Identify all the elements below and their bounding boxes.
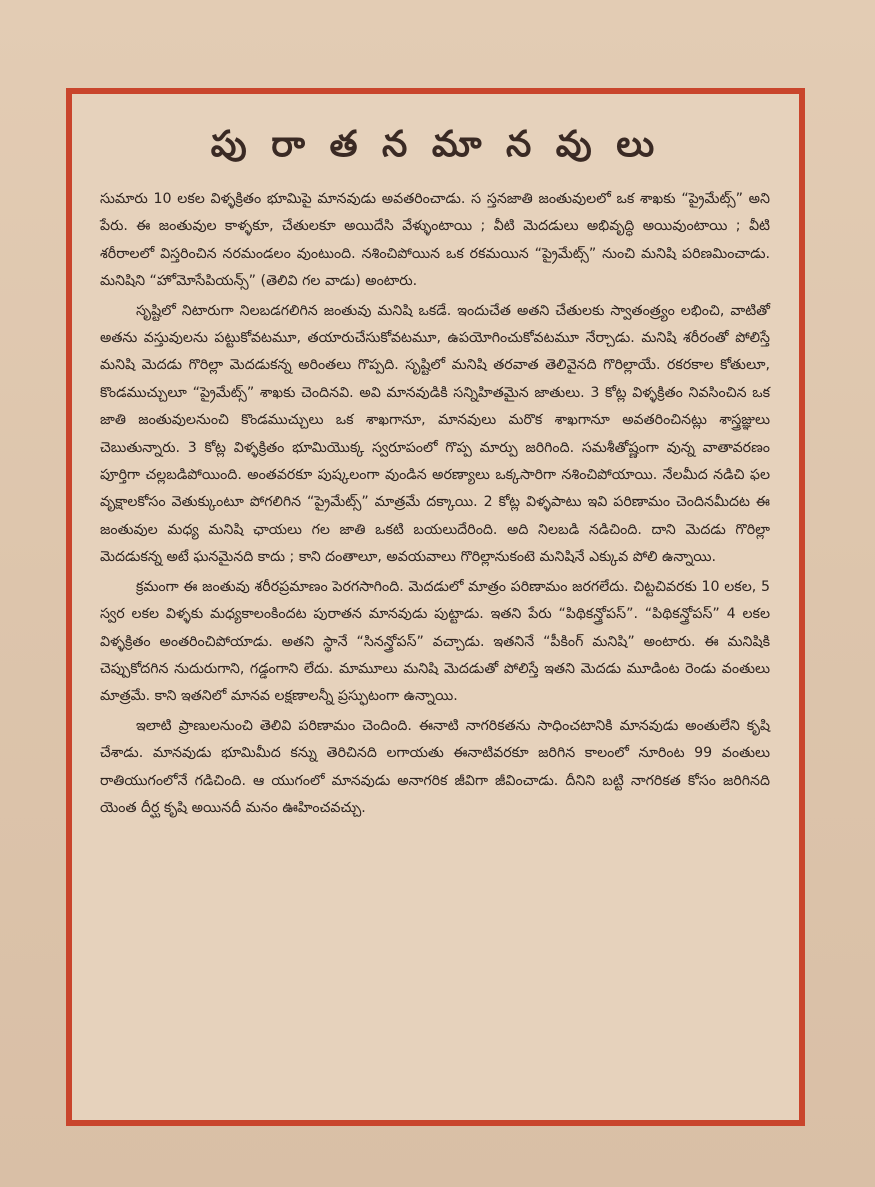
paragraph-2: సృష్టిలో నిటారుగా నిలబడగలిగిన జంతువు మనిషి ఒకడే. ఇందుచేత అతని చేతులకు స్వాతంత్ర్యం లభించి, వాటితో అతను వస్తువులను పట్టుకోవటమూ, తయారుచేసుకోవటమూ, ఉపయోగించుకోవటమూ నేర్చాడు. మనిషి శరీరంతో పోలిస్తే మనిషి మెదడు గొరిల్లా మెదడుకన్న అరింతలు గొప్పది. సృష్టిలో మనిషి తరవాత తెలివైనది గొరిల్లాయే. రకరకాల కోతులూ, కొండముచ్చులూ “ప్రైమేట్స్” శాఖకు చెందినవి. అవి మానవుడికి సన్నిహితమైన జాతులు. 3 కోట్ల విళ్ళక్రితం నివసించిన ఒక జాతి జంతువులనుంచి కొండముచ్చులు ఒక శాఖగానూ, మానవులు మరొక శాఖగానూ అవతరించినట్లు శాస్త్రజ్ఞులు చెబుతున్నారు. 3 కోట్ల విళ్ళక్రితం భూమియొక్క స్వరూపంలో గొప్ప మార్పు జరిగింది. సమశీతోష్ణంగా వున్న వాతావరణం పూర్తిగా చల్లబడిపోయింది. అంతవరకూ పుష్కలంగా వుండిన అరణ్యాలు ఒక్కసారిగా నశించిపోయాయి. నేలమీద నడిచి ఫల వృక్షాలకోసం వెతుక్కుంటూ పోగలిగిన “ప్రైమేట్స్” మాత్రమే దక్కాయి. 2 కోట్ల విళ్ళపాటు ఇవి పరిణామం చెందినమీదట ఈ జంతువుల మధ్య మనిషి ఛాయలు గల జాతి ఒకటి బయలుదేరింది. అది నిలబడి నడిచింది. దాని మెదడు గొరిల్లా మెదడుకన్న అటే ఘనమైనది కాదు ; కాని దంతాలూ, అవయవాలు గొరిల్లానుకంటె మనిషినే ఎక్కువ పోలి ఉన్నాయి. — [100, 302, 770, 566]
page-border-frame — [66, 88, 805, 1126]
page-title: పు రా త న మా న వు లు — [210, 124, 661, 165]
article-body — [100, 186, 770, 824]
paragraph-4: ఇలాటి ప్రాణులనుంచి తెలివి పరిణామం చెందింది. ఈనాటి నాగరికతను సాధించటానికి మానవుడు అంతులేని కృషి చేశాడు. మానవుడు భూమిమీద కన్ను తెరిచినది లగాయతు ఈనాటివరకూ జరిగిన కాలంలో నూరింట 99 వంతులు రాతియుగంలోనే గడిచింది. ఆ యుగంలో మానవుడు అనాగరిక జీవిగా జీవించాడు. దీనిని బట్టి నాగరికత కోసం జరిగినది యెంత దీర్ఘ కృషి అయినదీ మనం ఊహించవచ్చు. — [100, 717, 770, 816]
paragraph-3: క్రమంగా ఈ జంతువు శరీరప్రమాణం పెరగసాగింది. మెదడులో మాత్రం పరిణామం జరగలేదు. చిట్టచివరకు 10 లకల, 5 స్వర లకల విళ్ళకు మధ్యకాలంకిందట పురాతన మానవుడు పుట్టాడు. ఇతని పేరు “పిథికన్త్రోపస్”. “పిథికన్త్రోపస్” 4 లకల విళ్ళక్రితం అంతరించిపోయాడు. అతని స్థానే “సినన్త్రోపస్” వచ్చాడు. ఇతనినే “పీకింగ్ మనిషి” అంటారు. ఈ మనిషికి చెప్పుకోదగిన నుదురుగాని, గడ్డంగాని లేదు. మామూలు మనిషి మెదడుతో పోలిస్తే ఇతని మెదడు మూడింట రెండు వంతులు మాత్రమే. కాని ఇతనిలో మానవ లక్షణాలన్నీ ప్రస్ఫుటంగా ఉన్నాయి. — [100, 578, 770, 705]
paragraph-1: సుమారు 10 లకల విళ్ళక్రితం భూమిపై మానవుడు అవతరించాడు. స స్తనజాతి జంతువులలో ఒక శాఖకు “ప్రైమేట్స్” అని పేరు. ఈ జంతువుల కాళ్ళకూ, చేతులకూ అయిదేసి వేళ్ళుంటాయి ; వీటి మెదడులు అభివృద్ధి అయివుంటాయి ; వీటి శరీరాలలో విస్తరించిన నరమండలం వుంటుంది. నశించిపోయిన ఒక రకమయిన “ప్రైమేట్స్” నుంచి మనిషి పరిణమించాడు. మనిషిని “హోమోసేపియన్స్” (తెలివి గల వాడు) అంటారు. — [100, 191, 770, 290]
